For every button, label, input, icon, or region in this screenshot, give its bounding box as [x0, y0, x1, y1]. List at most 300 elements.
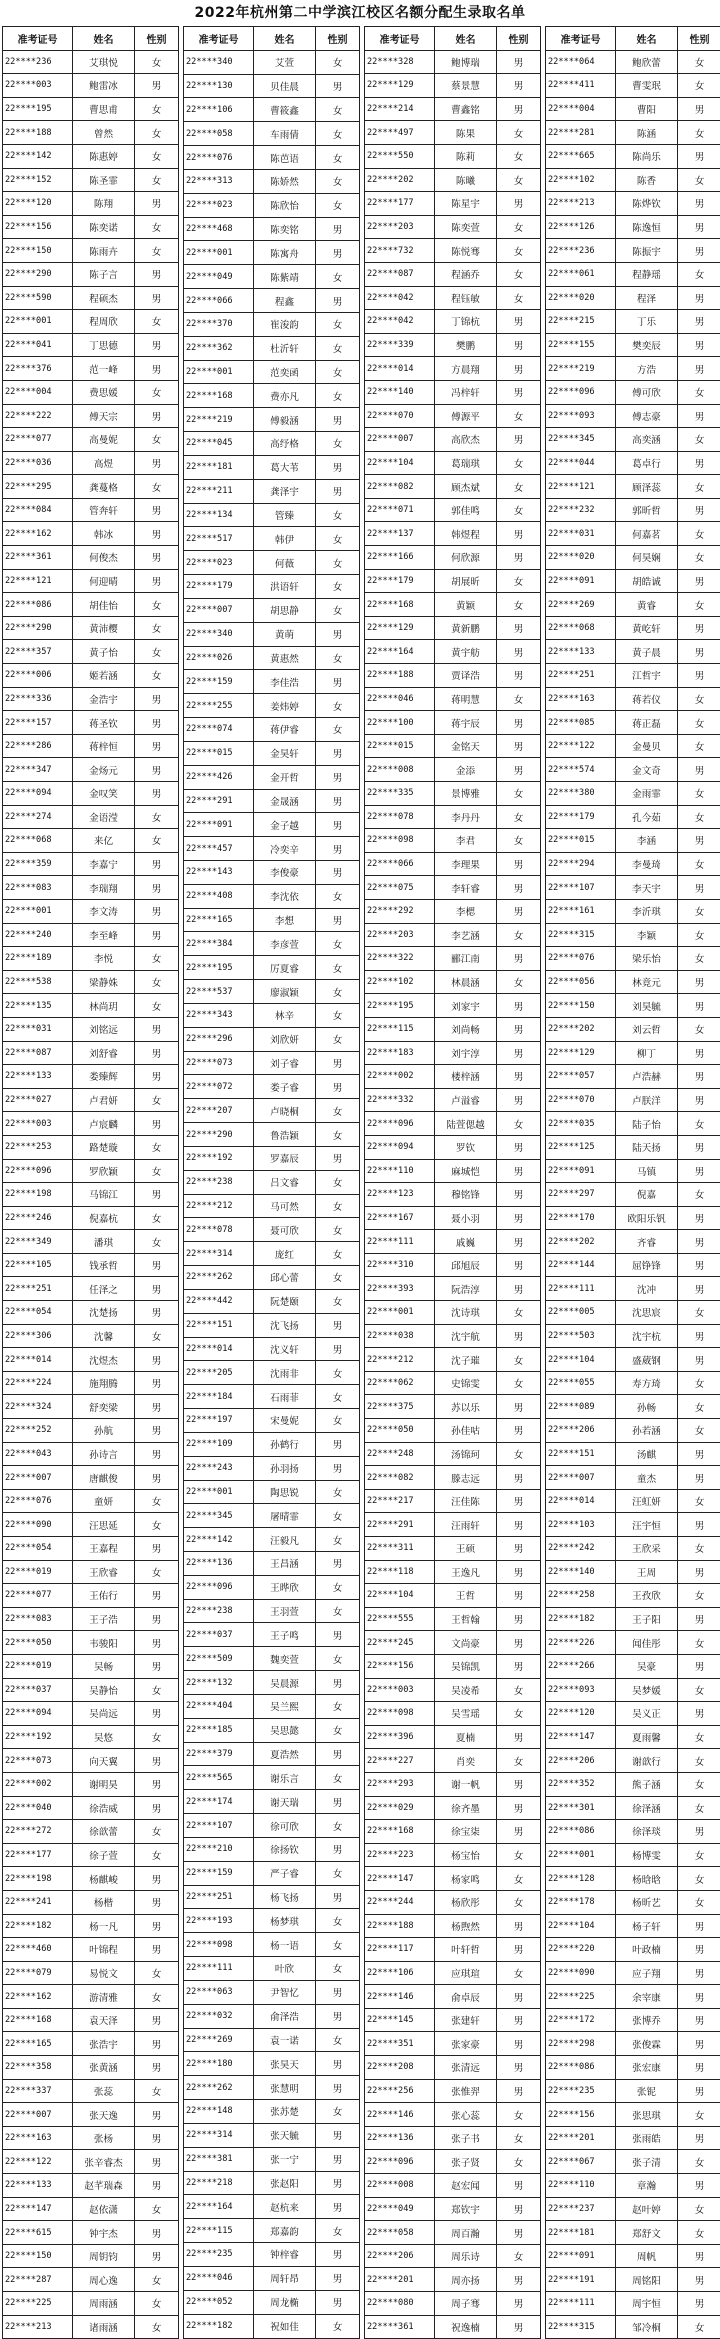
exam-id-cell: 22****274 — [3, 805, 73, 829]
exam-id-cell: 22****068 — [546, 616, 616, 640]
table-row — [546, 1419, 720, 1443]
table-row — [3, 2221, 179, 2245]
student-name-cell: 顾泽蕊 — [616, 475, 678, 499]
student-name-cell: 林竟元 — [616, 970, 678, 994]
student-name-cell: 王子阳 — [616, 1607, 678, 1631]
gender-cell: 男 — [678, 239, 720, 263]
gender-cell: 女 — [316, 1027, 360, 1051]
gender-cell: 男 — [316, 2266, 360, 2290]
exam-id-cell: 22****224 — [3, 1371, 73, 1395]
student-name-cell: 陈奕诺 — [73, 215, 135, 239]
exam-id-cell: 22****120 — [546, 1702, 616, 1726]
student-name-cell: 韩煜程 — [435, 522, 497, 546]
gender-cell: 女 — [135, 1961, 179, 1985]
exam-id-cell: 22****177 — [365, 192, 435, 216]
table-row — [184, 1933, 360, 1957]
student-name-cell: 文尚豪 — [435, 1631, 497, 1655]
student-name-cell: 沈馨 — [73, 1324, 135, 1348]
exam-id-cell: 22****064 — [546, 50, 616, 74]
gender-cell: 男 — [316, 217, 360, 241]
table-row — [365, 97, 541, 121]
exam-id-cell: 22****197 — [184, 1409, 254, 1433]
table-row — [184, 1194, 360, 1218]
student-name-cell: 张杨 — [73, 2126, 135, 2150]
student-name-cell: 杨梦琪 — [254, 1909, 316, 1933]
gender-cell: 男 — [678, 2292, 720, 2316]
gender-cell: 男 — [678, 876, 720, 900]
table-row — [3, 404, 179, 428]
gender-cell: 男 — [678, 1135, 720, 1159]
exam-id-cell: 22****107 — [184, 1814, 254, 1838]
table-row — [3, 1560, 179, 1584]
gender-cell: 男 — [497, 357, 541, 381]
exam-id-cell: 22****031 — [546, 522, 616, 546]
gender-cell: 女 — [316, 1409, 360, 1433]
table-row — [3, 1489, 179, 1513]
student-name-cell: 孙羽扬 — [254, 1456, 316, 1480]
gender-cell: 女 — [316, 2219, 360, 2243]
table-row — [184, 1075, 360, 1099]
gender-cell: 女 — [135, 121, 179, 145]
table-row — [546, 97, 720, 121]
table-row — [365, 2174, 541, 2198]
table-row — [184, 551, 360, 575]
table-row — [3, 1890, 179, 1914]
exam-id-cell: 22****084 — [3, 498, 73, 522]
table-row — [365, 2268, 541, 2292]
gender-cell: 男 — [316, 1885, 360, 1909]
gender-cell: 女 — [497, 569, 541, 593]
student-name-cell: 洪语轩 — [254, 575, 316, 599]
table-row — [3, 852, 179, 876]
student-name-cell: 金文奇 — [616, 758, 678, 782]
student-name-cell: 管臻 — [254, 503, 316, 527]
table-row — [184, 384, 360, 408]
table-row — [546, 876, 720, 900]
exam-id-cell: 22****223 — [365, 1843, 435, 1867]
student-name-cell: 施翔腾 — [73, 1371, 135, 1395]
table-row — [184, 2243, 360, 2267]
exam-id-cell: 22****058 — [184, 122, 254, 146]
table-header-row — [3, 27, 179, 51]
table-row — [365, 1749, 541, 1773]
student-name-cell: 王嘉程 — [73, 1537, 135, 1561]
exam-id-cell: 22****214 — [365, 97, 435, 121]
exam-id-cell: 22****235 — [184, 2243, 254, 2267]
exam-id-cell: 22****003 — [3, 74, 73, 98]
student-name-cell: 张苏楚 — [254, 2100, 316, 2124]
gender-cell: 男 — [497, 1584, 541, 1608]
exam-id-cell: 22****314 — [184, 2123, 254, 2147]
table-row — [546, 1961, 720, 1985]
table-row — [546, 1371, 720, 1395]
gender-cell: 男 — [497, 1772, 541, 1796]
exam-id-cell: 22****076 — [3, 1489, 73, 1513]
exam-id-cell: 22****358 — [3, 2056, 73, 2080]
student-name-cell: 李楒 — [435, 899, 497, 923]
exam-id-cell: 22****093 — [546, 1678, 616, 1702]
student-name-cell: 聂可欣 — [254, 1218, 316, 1242]
table-row — [184, 2219, 360, 2243]
student-name-cell: 张宏康 — [616, 2056, 678, 2080]
table-row — [184, 908, 360, 932]
exam-id-cell: 22****096 — [365, 1112, 435, 1136]
exam-id-cell: 22****073 — [184, 1051, 254, 1075]
exam-id-cell: 22****164 — [184, 2195, 254, 2219]
gender-cell: 男 — [678, 640, 720, 664]
table-row — [365, 1938, 541, 1962]
gender-cell: 男 — [316, 741, 360, 765]
table-row — [3, 1772, 179, 1796]
gender-cell: 女 — [316, 169, 360, 193]
gender-cell: 男 — [316, 908, 360, 932]
student-name-cell: 金浩宇 — [73, 687, 135, 711]
gender-cell: 女 — [678, 428, 720, 452]
student-name-cell: 徐子萱 — [73, 1843, 135, 1867]
gender-cell: 男 — [135, 1890, 179, 1914]
student-name-cell: 李颖 — [616, 923, 678, 947]
gender-cell: 女 — [497, 168, 541, 192]
table-row — [3, 2103, 179, 2127]
exam-id-cell: 22****077 — [3, 1584, 73, 1608]
gender-cell: 男 — [497, 1135, 541, 1159]
gender-cell: 女 — [497, 1348, 541, 1372]
student-name-cell: 刘铭远 — [73, 1017, 135, 1041]
gender-cell: 女 — [497, 451, 541, 475]
gender-cell: 女 — [316, 122, 360, 146]
student-name-cell: 高曼妮 — [73, 428, 135, 452]
gender-cell: 女 — [497, 498, 541, 522]
student-name-cell: 吴兰熙 — [254, 1694, 316, 1718]
gender-cell: 男 — [678, 1961, 720, 1985]
gender-cell: 女 — [497, 687, 541, 711]
table-row — [184, 408, 360, 432]
table-row — [546, 380, 720, 404]
gender-cell: 男 — [678, 1914, 720, 1938]
student-name-cell: 汪虹妍 — [616, 1489, 678, 1513]
table-row — [365, 50, 541, 74]
gender-cell: 男 — [135, 2126, 179, 2150]
exam-id-cell: 22****015 — [546, 829, 616, 853]
table-row — [184, 1003, 360, 1027]
gender-cell: 男 — [316, 1075, 360, 1099]
table-row — [546, 1466, 720, 1490]
exam-id-cell: 22****161 — [546, 899, 616, 923]
table-row — [546, 994, 720, 1018]
exam-id-cell: 22****120 — [3, 192, 73, 216]
student-name-cell: 马镇 — [616, 1159, 678, 1183]
gender-cell: 男 — [678, 215, 720, 239]
exam-id-cell: 22****181 — [546, 2221, 616, 2245]
exam-id-cell: 22****157 — [3, 711, 73, 735]
gender-cell: 男 — [316, 479, 360, 503]
gender-cell: 男 — [497, 899, 541, 923]
gender-cell: 男 — [497, 1560, 541, 1584]
gender-cell: 女 — [316, 956, 360, 980]
gender-cell: 男 — [316, 289, 360, 313]
student-name-cell: 尹智忆 — [254, 1980, 316, 2004]
exam-id-cell: 22****068 — [3, 829, 73, 853]
student-name-cell: 陈尚乐 — [616, 144, 678, 168]
gender-cell: 女 — [678, 1749, 720, 1773]
student-name-cell: 汤麒 — [616, 1442, 678, 1466]
student-name-cell: 周心逸 — [73, 2268, 135, 2292]
student-name-cell: 金炀元 — [73, 758, 135, 782]
gender-cell: 男 — [316, 765, 360, 789]
exam-id-cell: 22****322 — [365, 947, 435, 971]
gender-cell: 男 — [678, 1820, 720, 1844]
table-row — [365, 215, 541, 239]
student-name-cell: 程泽 — [616, 286, 678, 310]
gender-cell: 男 — [135, 404, 179, 428]
gender-cell: 女 — [316, 1504, 360, 1528]
gender-cell: 男 — [135, 1537, 179, 1561]
gender-cell: 女 — [316, 1933, 360, 1957]
gender-cell: 女 — [678, 74, 720, 98]
gender-cell: 男 — [678, 970, 720, 994]
table-row — [184, 503, 360, 527]
table-row — [365, 1371, 541, 1395]
exam-id-cell: 22****408 — [184, 884, 254, 908]
gender-cell: 女 — [678, 805, 720, 829]
table-row — [546, 1938, 720, 1962]
exam-id-cell: 22****038 — [365, 1324, 435, 1348]
student-name-cell: 马可然 — [254, 1194, 316, 1218]
exam-id-cell: 22****226 — [546, 1631, 616, 1655]
exam-id-cell: 22****339 — [365, 333, 435, 357]
student-name-cell: 王硕 — [435, 1537, 497, 1561]
gender-cell: 女 — [135, 239, 179, 263]
gender-cell: 女 — [678, 1678, 720, 1702]
table-row — [365, 1678, 541, 1702]
student-name-cell: 陈莉 — [435, 144, 497, 168]
gender-cell: 男 — [497, 758, 541, 782]
table-row — [3, 1348, 179, 1372]
student-name-cell: 吴凌希 — [435, 1678, 497, 1702]
table-row — [3, 970, 179, 994]
table-row — [546, 947, 720, 971]
student-name-cell: 黄睿 — [616, 593, 678, 617]
exam-id-cell: 22****290 — [184, 1123, 254, 1147]
student-name-cell: 张惟羿 — [435, 2079, 497, 2103]
student-name-cell: 艾萱 — [254, 50, 316, 74]
gender-cell: 男 — [497, 1607, 541, 1631]
exam-id-cell: 22****163 — [546, 687, 616, 711]
gender-cell: 女 — [135, 1489, 179, 1513]
student-name-cell: 刘舒睿 — [73, 1041, 135, 1065]
exam-id-cell: 22****203 — [365, 923, 435, 947]
exam-id-cell: 22****094 — [3, 1702, 73, 1726]
table-row — [184, 1385, 360, 1409]
student-name-cell: 王哲 — [435, 1584, 497, 1608]
table-row — [546, 923, 720, 947]
gender-cell: 女 — [497, 782, 541, 806]
student-name-cell: 顾杰斌 — [435, 475, 497, 499]
table-row — [546, 1513, 720, 1537]
student-name-cell: 陈欣怡 — [254, 193, 316, 217]
student-name-cell: 李理果 — [435, 852, 497, 876]
student-name-cell: 蒋若仪 — [616, 687, 678, 711]
gender-cell: 女 — [316, 50, 360, 74]
student-name-cell: 姬若涵 — [73, 664, 135, 688]
student-name-cell: 李至峰 — [73, 923, 135, 947]
gender-cell: 男 — [497, 2056, 541, 2080]
exam-id-cell: 22****057 — [546, 1065, 616, 1089]
table-row — [3, 1041, 179, 1065]
student-name-cell: 杨一凡 — [73, 1914, 135, 1938]
student-name-cell: 吕文睿 — [254, 1170, 316, 1194]
exam-id-cell: 22****244 — [365, 1890, 435, 1914]
table-row — [546, 1442, 720, 1466]
table-row — [365, 569, 541, 593]
table-row — [3, 1843, 179, 1867]
student-name-cell: 金子越 — [254, 813, 316, 837]
exam-id-cell: 22****110 — [546, 2174, 616, 2198]
table-row — [3, 1017, 179, 1041]
exam-id-cell: 22****063 — [184, 1980, 254, 2004]
student-name-cell: 麻城恺 — [435, 1159, 497, 1183]
table-row — [184, 432, 360, 456]
exam-id-cell: 22****262 — [184, 1266, 254, 1290]
student-name-cell: 吴梦媛 — [616, 1678, 678, 1702]
student-name-cell: 张昊天 — [254, 2052, 316, 2076]
student-name-cell: 黄新鹏 — [435, 616, 497, 640]
table-row — [546, 74, 720, 98]
exam-id-cell: 22****188 — [365, 1914, 435, 1938]
exam-id-cell: 22****041 — [3, 333, 73, 357]
exam-id-cell: 22****089 — [546, 1395, 616, 1419]
student-name-cell: 冷奕辛 — [254, 837, 316, 861]
table-row — [3, 1466, 179, 1490]
exam-id-cell: 22****165 — [3, 2032, 73, 2056]
student-name-cell: 汪毅凡 — [254, 1528, 316, 1552]
student-name-cell: 陆子怡 — [616, 1112, 678, 1136]
table-row — [3, 782, 179, 806]
gender-cell: 男 — [678, 664, 720, 688]
exam-id-cell: 22****165 — [184, 908, 254, 932]
student-name-cell: 孙鹤行 — [254, 1432, 316, 1456]
table-row — [546, 1135, 720, 1159]
gender-cell: 女 — [678, 1017, 720, 1041]
student-name-cell: 王欣睿 — [73, 1560, 135, 1584]
student-name-cell: 谢一帆 — [435, 1772, 497, 1796]
exam-id-cell: 22****179 — [184, 575, 254, 599]
gender-cell: 男 — [497, 994, 541, 1018]
student-name-cell: 叶政楠 — [616, 1938, 678, 1962]
gender-cell: 男 — [316, 455, 360, 479]
student-name-cell: 向天翼 — [73, 1749, 135, 1773]
exam-id-cell: 22****001 — [184, 1480, 254, 1504]
student-name-cell: 龚蔓格 — [73, 475, 135, 499]
student-name-cell: 张一宁 — [254, 2147, 316, 2171]
table-row — [3, 1725, 179, 1749]
exam-id-cell: 22****225 — [546, 1985, 616, 2009]
gender-cell: 男 — [678, 994, 720, 1018]
gender-cell: 女 — [316, 146, 360, 170]
student-name-cell: 黄子怡 — [73, 640, 135, 664]
table-row — [184, 1980, 360, 2004]
exam-id-cell: 22****094 — [365, 1135, 435, 1159]
exam-id-cell: 22****290 — [3, 262, 73, 286]
table-row — [365, 876, 541, 900]
table-row — [546, 1537, 720, 1561]
exam-id-cell: 22****006 — [3, 664, 73, 688]
exam-id-cell: 22****168 — [184, 384, 254, 408]
gender-cell: 女 — [678, 1301, 720, 1325]
gender-cell: 男 — [497, 1324, 541, 1348]
student-name-cell: 陆天扬 — [616, 1135, 678, 1159]
table-row — [184, 1694, 360, 1718]
exam-id-cell: 22****182 — [184, 2314, 254, 2339]
table-row — [184, 1123, 360, 1147]
exam-id-cell: 22****181 — [184, 455, 254, 479]
exam-id-cell: 22****091 — [546, 569, 616, 593]
table-row — [184, 1146, 360, 1170]
student-name-cell: 高煜 — [73, 451, 135, 475]
exam-id-cell: 22****202 — [546, 1017, 616, 1041]
student-name-cell: 郑舒文 — [616, 2221, 678, 2245]
student-name-cell: 陈果 — [435, 121, 497, 145]
gender-cell: 男 — [135, 1183, 179, 1207]
gender-cell: 女 — [678, 1867, 720, 1891]
admission-table-2 — [183, 26, 360, 2339]
table-row — [365, 2008, 541, 2032]
gender-cell: 男 — [135, 2056, 179, 2080]
exam-id-cell: 22****004 — [3, 380, 73, 404]
gender-cell: 女 — [678, 782, 720, 806]
table-row — [3, 640, 179, 664]
exam-id-cell: 22****106 — [184, 98, 254, 122]
student-name-cell: 车雨倩 — [254, 122, 316, 146]
gender-cell: 男 — [497, 1938, 541, 1962]
student-name-cell: 滕志远 — [435, 1466, 497, 1490]
exam-id-cell: 22****240 — [3, 923, 73, 947]
exam-id-cell: 22****150 — [3, 2244, 73, 2268]
gender-cell: 女 — [316, 527, 360, 551]
student-name-cell: 屈铮锋 — [616, 1253, 678, 1277]
student-name-cell: 童妍 — [73, 1489, 135, 1513]
table-row — [546, 2150, 720, 2174]
gender-cell: 女 — [316, 265, 360, 289]
student-name-cell: 沈宇航 — [435, 1324, 497, 1348]
table-row — [365, 1348, 541, 1372]
gender-cell: 女 — [316, 1694, 360, 1718]
table-row — [546, 121, 720, 145]
exam-id-cell: 22****003 — [3, 1112, 73, 1136]
student-name-cell: 易悦文 — [73, 1961, 135, 1985]
gender-cell: 男 — [497, 616, 541, 640]
gender-cell: 男 — [678, 616, 720, 640]
exam-id-cell: 22****146 — [365, 1985, 435, 2009]
student-name-cell: 盛葳钢 — [616, 1348, 678, 1372]
exam-id-cell: 22****315 — [546, 923, 616, 947]
student-name-cell: 穆铭锋 — [435, 1183, 497, 1207]
student-name-cell: 曹筱鑫 — [254, 98, 316, 122]
gender-cell: 女 — [316, 1575, 360, 1599]
exam-id-cell: 22****206 — [365, 2244, 435, 2268]
gender-cell: 男 — [135, 711, 179, 735]
gender-cell: 女 — [497, 1442, 541, 1466]
gender-cell: 男 — [135, 451, 179, 475]
student-name-cell: 周帆 — [616, 2244, 678, 2268]
exam-id-cell: 22****162 — [3, 522, 73, 546]
exam-id-cell: 22****311 — [365, 1537, 435, 1561]
gender-cell: 男 — [678, 2079, 720, 2103]
table-row — [546, 1159, 720, 1183]
table-row — [3, 2056, 179, 2080]
exam-id-cell: 22****163 — [3, 2126, 73, 2150]
gender-cell: 女 — [135, 2315, 179, 2339]
